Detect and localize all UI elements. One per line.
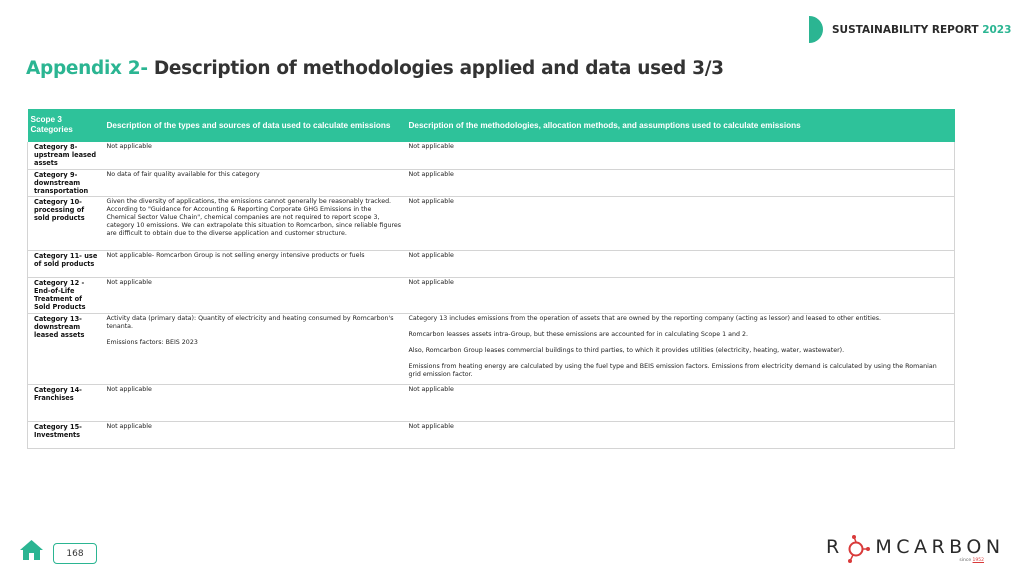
table-row <box>28 196 955 250</box>
category-cell: Category 12 - End-of-Life Treatment of Sold Products <box>28 277 104 313</box>
table-row <box>28 142 955 169</box>
table-row <box>28 277 955 313</box>
half-circle-decoration <box>809 16 823 43</box>
cell-paragraph: Not applicable- Romcarbon Group is not selling energy intensive products or fuels <box>106 251 365 259</box>
cell-paragraph: Romcarbon leasses assets intra-Group, but these emissions are accounted for in calculating Scope 1 and 2. <box>408 330 748 338</box>
methodology-cell <box>406 313 955 384</box>
home-icon[interactable] <box>20 540 43 560</box>
cell-paragraph: Not applicable <box>106 422 152 430</box>
cell-paragraph: Not applicable <box>106 278 152 286</box>
data-sources-cell <box>104 196 406 250</box>
cell-paragraph: Not applicable <box>106 385 152 393</box>
cell-paragraph: Not applicable <box>106 143 152 150</box>
title-prefix: Appendix 2- <box>26 58 148 79</box>
column-header-category: Scope 3 Categories <box>28 109 104 142</box>
report-label: SUSTAINABILITY REPORT <box>832 23 979 36</box>
category-cell: Category 8- upstream leased assets <box>28 142 104 169</box>
methodology-cell <box>406 250 955 277</box>
cell-paragraph: Category 13 includes emissions from the operation of assets that are owned by the reporting company (acting as lessor) and leased to other entities. <box>408 314 882 322</box>
scope3-methodology-table <box>27 109 955 449</box>
report-badge <box>809 16 1011 43</box>
cell-paragraph: Emissions factors: BEIS 2023 <box>106 338 198 346</box>
methodology-cell <box>406 196 955 250</box>
cell-paragraph: Not applicable <box>408 278 454 286</box>
category-cell: Category 9- downstream transportation <box>28 169 104 196</box>
cell-paragraph: Activity data (primary data): Quantity of electricity and heating consumed by Romcarbon's tenanta. <box>106 314 394 330</box>
category-cell: Category 13- downstream leased assets <box>28 313 104 384</box>
methodology-cell <box>406 421 955 448</box>
logo-since: since 1952 <box>959 558 984 563</box>
data-sources-cell <box>104 169 406 196</box>
table-row <box>28 313 955 384</box>
table-row <box>28 421 955 448</box>
data-sources-cell <box>104 277 406 313</box>
category-cell: Category 11- use of sold products <box>28 250 104 277</box>
report-year: 2023 <box>982 23 1012 36</box>
category-cell: Category 14- Franchises <box>28 384 104 421</box>
data-sources-cell <box>104 313 406 384</box>
page-title <box>26 58 724 79</box>
cell-paragraph: Not applicable <box>408 385 454 393</box>
methodology-cell <box>406 384 955 421</box>
methodology-cell <box>406 277 955 313</box>
table-row <box>28 169 955 196</box>
table-row <box>28 250 955 277</box>
page-number: 168 <box>53 543 97 564</box>
category-cell: Category 10- processing of sold products <box>28 196 104 250</box>
cell-paragraph: Given the diversity of applications, the emissions cannot generally be reasonably tracked. According to "Guidance for Accounting & Reporting Corporate GHG Emissions in the Chemical Sector Value Chain", chemical companies are not required to report scope 3, category 10 emissions. We can extrapolate this situation to Romcarbon, since reliable figures are difficult to obtain due to the diverse application and customer structure. <box>106 197 402 238</box>
methodology-cell <box>406 142 955 169</box>
cell-paragraph: Not applicable <box>408 143 454 150</box>
report-title <box>832 24 1011 36</box>
cell-paragraph: Not applicable <box>408 170 454 178</box>
cell-paragraph: Also, Romcarbon Group leases commercial buildings to third parties, to which it provides utilities (electricity, heating, water, wastewater). <box>408 346 845 354</box>
category-cell: Category 15- Investments <box>28 421 104 448</box>
cell-paragraph: Not applicable <box>408 197 454 205</box>
methodology-cell <box>406 169 955 196</box>
cell-paragraph: No data of fair quality available for this category <box>106 170 260 178</box>
cell-paragraph: Not applicable <box>408 422 454 430</box>
title-text: Description of methodologies applied and data used 3/3 <box>147 58 724 79</box>
cell-paragraph: Emissions from heating energy are calculated by using the fuel type and BEIS emission factors. Emissions from electricity demand is calculated by using the Romanian grid emission factor. <box>408 363 937 379</box>
column-header-data-sources: Description of the types and sources of data used to calculate emissions <box>104 109 406 142</box>
column-header-methodology: Description of the methodologies, allocation methods, and assumptions used to calculate emissions <box>406 109 955 142</box>
cell-paragraph: Not applicable <box>408 251 454 259</box>
data-sources-cell <box>104 421 406 448</box>
romcarbon-logo <box>826 536 1005 566</box>
table-header-row <box>28 109 955 142</box>
data-sources-cell <box>104 250 406 277</box>
logo-text: R MCARBON <box>826 536 1005 558</box>
table-row <box>28 384 955 421</box>
data-sources-cell <box>104 384 406 421</box>
data-sources-cell <box>104 142 406 169</box>
